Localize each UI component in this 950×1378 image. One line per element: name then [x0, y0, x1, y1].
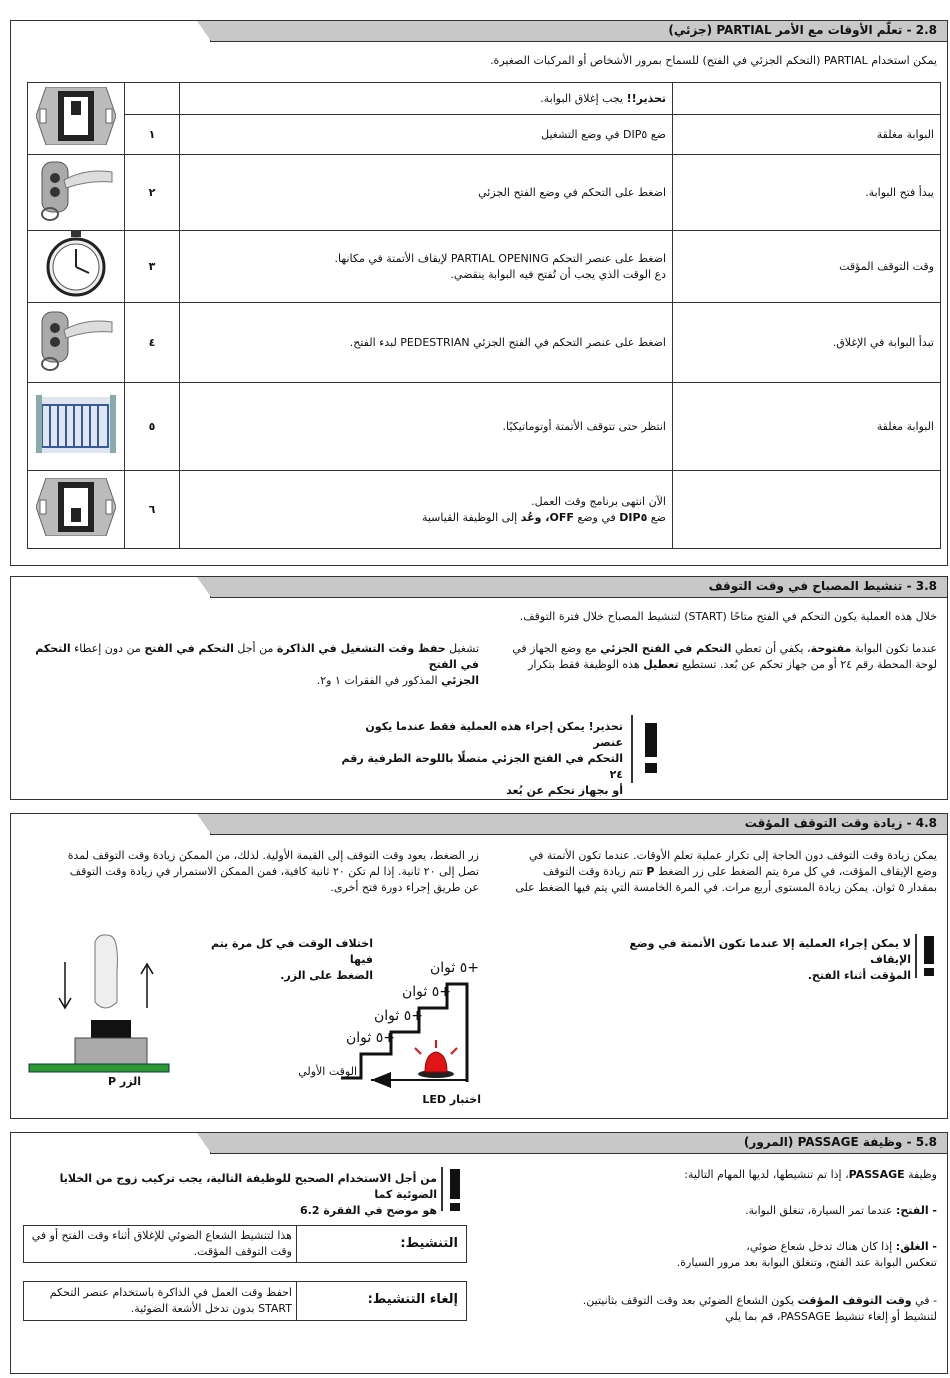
text-span: ، يكفي أن تعطي — [731, 642, 811, 655]
step-1-image — [28, 83, 125, 155]
para-line: عن طريق إجراء دورة فتح أخرى. — [330, 881, 479, 894]
step-number: ٢ — [125, 155, 180, 231]
para-line — [497, 864, 937, 880]
para-line: وقت التوقف المؤقت. — [193, 1245, 292, 1258]
section-5-8-header — [11, 1133, 947, 1153]
step-result: يبدأ فتح البوابة. — [673, 155, 941, 231]
push-button-diagram — [25, 932, 175, 1082]
passage-open — [487, 1203, 937, 1219]
step-5-image — [28, 383, 125, 471]
section-5-8-intro — [487, 1167, 937, 1183]
diagram-title-line: الضغط على الزر. — [280, 969, 373, 982]
step-action: اضغط على التحكم في وضع الفتح الجزئي — [180, 155, 673, 231]
step-action-line1: الآن انتهى برنامج وقت العمل. — [531, 494, 666, 508]
para-line: لتنشيط أو إلغاء تنشيط PASSAGE، قم بما يلي — [725, 1310, 937, 1323]
activation-box — [23, 1225, 467, 1263]
para-line: زر الضغط، يعود وقت التوقف إلى القيمة الأولية. لذلك، من الممكن زيادة وقت التوقف لمدة — [67, 849, 479, 862]
text-span: من أجل — [233, 642, 277, 655]
warning-line: تحذير! يمكن إجراء هذه العملية فقط عندما يكون عنصر — [365, 720, 623, 749]
text-span: عندما تمر السيارة، تنغلق البوابة. — [745, 1204, 896, 1217]
table-row — [28, 303, 941, 383]
step-label-4: +٥ ثوان — [429, 960, 479, 976]
text-span: تتم زيادة وقت التوقف — [542, 865, 647, 878]
para-line: تصل إلى ٢٠ ثانية. إذا لم تكن ٢٠ ثانية كافية، فمن الممكن الاستمرار في زيادة وقت التوقف — [69, 865, 479, 878]
dip-switch-icon — [36, 87, 116, 145]
activation-label: التنشيط: — [400, 1236, 458, 1251]
warning-line: أو بجهاز تحكم عن بُعد — [506, 784, 623, 797]
text-span: لوحة المحطة رقم ٢٤ أو من جهاز تحكم عن بُعد. تستطيع — [678, 658, 937, 671]
warning-box — [337, 715, 667, 797]
warning-box — [23, 1167, 467, 1217]
text-span: PASSAGE — [848, 1168, 905, 1181]
warning-line: لا يمكن إجراء العملية إلا عندما تكون الأتمتة في وضع الإيقاف — [629, 937, 911, 966]
section-3-8-right-paragraph — [497, 641, 937, 673]
para-line: احفظ وقت العمل في الذاكرة باستخدام عنصر التحكم — [49, 1286, 292, 1299]
gate-icon — [36, 391, 116, 457]
text-span: إلى الوظيفة القياسية — [421, 510, 521, 524]
text-span: وضع الإيقاف المؤقت، في كل مرة يتم الضغط على زر الضغط — [654, 865, 937, 878]
text-span: تعطيل — [643, 658, 679, 671]
warning-text — [603, 936, 911, 984]
step-result — [673, 471, 941, 549]
section-3-8-left-paragraph — [29, 641, 479, 689]
step-number: ٣ — [125, 231, 180, 303]
initial-time-label: الوقت الأولي — [298, 1065, 357, 1078]
warning-box — [601, 934, 941, 982]
text-span: هذه الوظيفة فقط بتكرار — [528, 658, 644, 671]
section-3-8-line1: خلال هذه العملية يكون التحكم في الفتح متاحًا (START) لتنشيط المصباح خلال فترة التوقف. — [519, 610, 937, 623]
warning-line: التحكم في الفتح الجزئي متصلًا باللوحة الطرفية رقم ٢٤ — [341, 752, 623, 781]
para-line: يمكن زيادة وقت التوقف دون الحاجة إلى تكرار عملية تعلم الأوقات. عندما تكون الأتمتة في — [528, 849, 937, 862]
para-line — [497, 641, 937, 657]
step-number: ٤ — [125, 303, 180, 383]
led-test-label: اختبار LED — [422, 1093, 481, 1106]
text-span: من دون إعطاء — [70, 642, 145, 655]
step-3-image — [28, 231, 125, 303]
para-line: هذا لتنشيط الشعاع الضوئي للإغلاق أثناء وقت الفتح أو في — [31, 1229, 292, 1242]
step-action — [180, 471, 673, 549]
para-line — [29, 641, 479, 673]
step-label-1: +٥ ثوان — [345, 1030, 395, 1046]
step-action: ضع DIP٥ في وضع التشغيل — [180, 115, 673, 155]
activation-text — [28, 1228, 292, 1260]
text-span: مفتوحة — [810, 642, 852, 655]
section-2-8-intro: يمكن استخدام PARTIAL (التحكم الجزئي في الفتح) للسماح بمرور الأشخاص أو المركبات الصغيرة. — [490, 54, 937, 67]
warning-text — [25, 1171, 437, 1219]
step-action: انتظر حتى تتوقف الأتمتة أوتوماتيكيًا. — [180, 383, 673, 471]
warning-line: هو موضح في الفقرة 6.2 — [299, 1204, 437, 1217]
step-result: وقت التوقف المؤقت — [673, 231, 941, 303]
step-number: ٦ — [125, 471, 180, 549]
button-p-label: الزر P — [108, 1075, 141, 1088]
step-action — [180, 231, 673, 303]
para-line — [487, 1239, 937, 1255]
step-6-image — [28, 471, 125, 549]
warning-cell — [180, 83, 673, 115]
section-4-8 — [10, 813, 948, 1119]
text-span: DIP٥ — [619, 510, 648, 524]
warning-line: من أجل الاستخدام الصحيح للوظيفة التالية، يجب تركيب زوج من الخلايا الضوئية كما — [59, 1172, 437, 1201]
section-4-8-right-paragraph — [497, 848, 937, 896]
table-row — [28, 383, 941, 471]
step-action-line1: اضغط على عنصر التحكم PARTIAL OPENING لإيقاف الأتمتة في مكانها. — [334, 251, 666, 265]
warning-text — [333, 719, 623, 799]
remote-control-icon — [36, 308, 116, 372]
section-4-8-title: 4.8 - زيادة وقت التوقف المؤقت — [744, 816, 937, 830]
text-span: المذكور في الفقرات ١ و٢. — [316, 674, 442, 687]
text-span: الجزئي — [441, 674, 479, 687]
text-span: - الفتح: — [895, 1204, 937, 1217]
section-2-8 — [10, 20, 948, 566]
section-4-8-left-paragraph — [29, 848, 479, 896]
para-line: START بدون تدخل الأشعة الضوئية. — [130, 1302, 292, 1315]
text-span: في وضع — [573, 510, 620, 524]
warning-text: يجب إغلاق البوابة. — [540, 91, 627, 105]
step-number: ٥ — [125, 383, 180, 471]
table-row — [28, 83, 941, 115]
step-action: اضغط على عنصر التحكم في الفتح الجزئي PEDESTRIAN لبدء الفتح. — [180, 303, 673, 383]
step-result: تبدأ البوابة في الإغلاق. — [673, 303, 941, 383]
dip-switch-icon — [36, 478, 116, 536]
step-number: ١ — [125, 115, 180, 155]
table-row — [28, 471, 941, 549]
table-row — [28, 231, 941, 303]
text-span: ضع — [647, 510, 666, 524]
text-span: مع وضع الجهاز في — [512, 642, 601, 655]
text-span: ، وعُد — [520, 510, 550, 524]
text-span: التحكم في الفتح — [144, 642, 234, 655]
section-5-8 — [10, 1132, 948, 1374]
step-4-image — [28, 303, 125, 383]
step-result: البوابة مغلقة — [673, 115, 941, 155]
section-5-8-title: 5.8 - وظيفة PASSAGE (المرور) — [743, 1135, 937, 1149]
text-span: وظيفة — [904, 1168, 937, 1181]
diagram-title-line: اختلاف الوقت في كل مرة يتم فيها — [210, 937, 373, 966]
text-span: P — [646, 865, 655, 878]
warning-line: المؤقت أثناء الفتح. — [807, 969, 911, 982]
passage-close — [487, 1239, 937, 1271]
exclamation-icon — [447, 1169, 463, 1211]
text-span: إذا كان هناك تدخل شعاع ضوئي، — [746, 1240, 896, 1253]
steps-table — [27, 82, 941, 549]
table-row — [28, 155, 941, 231]
table-row — [28, 115, 941, 155]
para-line — [29, 673, 479, 689]
para-line: بمقدار ٥ ثوان. يمكن زيادة المستوى أربع مرات. في المرة الخامسة التي يتم فيها الضغط على — [515, 881, 937, 894]
text-span: وقت التوقف المؤقت — [797, 1294, 912, 1307]
text-span: OFF — [549, 510, 574, 524]
text-span: - في — [911, 1294, 937, 1307]
text-span: حفظ وقت التشغيل في الذاكرة — [276, 642, 446, 655]
text-span: يكون الشعاع الضوئي بعد وقت التوقف بثانيتين. — [582, 1294, 798, 1307]
text-span: التحكم في الفتح — [35, 642, 479, 671]
remote-control-icon — [36, 158, 116, 222]
text-span: ، إذا تم تنشيطها، لديها المهام التالية: — [684, 1168, 849, 1181]
deactivation-text — [28, 1285, 292, 1317]
section-2-8-title: 2.8 - تعلّم الأوقات مع الأمر PARTIAL (جزئي) — [668, 23, 937, 37]
step-action-line2: دع الوقت الذي يجب أن تُفتح فيه البوابة ينقضي. — [450, 267, 666, 281]
step-2-image — [28, 155, 125, 231]
warning-label: تحذير!! — [626, 91, 666, 105]
stopwatch-icon — [41, 231, 111, 297]
text-span: تشغيل — [445, 642, 479, 655]
section-3-8-header — [11, 577, 947, 597]
para-line — [487, 1293, 937, 1309]
para-line — [497, 657, 937, 673]
deactivation-box — [23, 1281, 467, 1321]
section-3-8 — [10, 576, 948, 800]
deactivation-label: إلغاء التنشيط: — [367, 1292, 458, 1307]
exclamation-icon — [921, 936, 937, 976]
exclamation-icon — [641, 723, 661, 773]
text-span: عندما تكون البوابة — [851, 642, 937, 655]
step-result: البوابة مغلقة — [673, 383, 941, 471]
step-action-line2 — [186, 510, 666, 526]
para-line: تنعكس البوابة عند الفتح، وتنغلق البوابة بعد مرور السيارة. — [676, 1256, 937, 1269]
text-span: - الغلق: — [895, 1240, 937, 1253]
step-label-2: +٥ ثوان — [373, 1008, 423, 1024]
section-4-8-header — [11, 814, 947, 834]
section-2-8-header — [11, 21, 947, 41]
step-label-3: +٥ ثوان — [401, 984, 451, 1000]
passage-pause — [487, 1293, 937, 1325]
text-span: التحكم في الفتح الجزئي — [600, 642, 732, 655]
section-3-8-title: 3.8 - تنشيط المصباح في وقت التوقف — [708, 579, 937, 593]
